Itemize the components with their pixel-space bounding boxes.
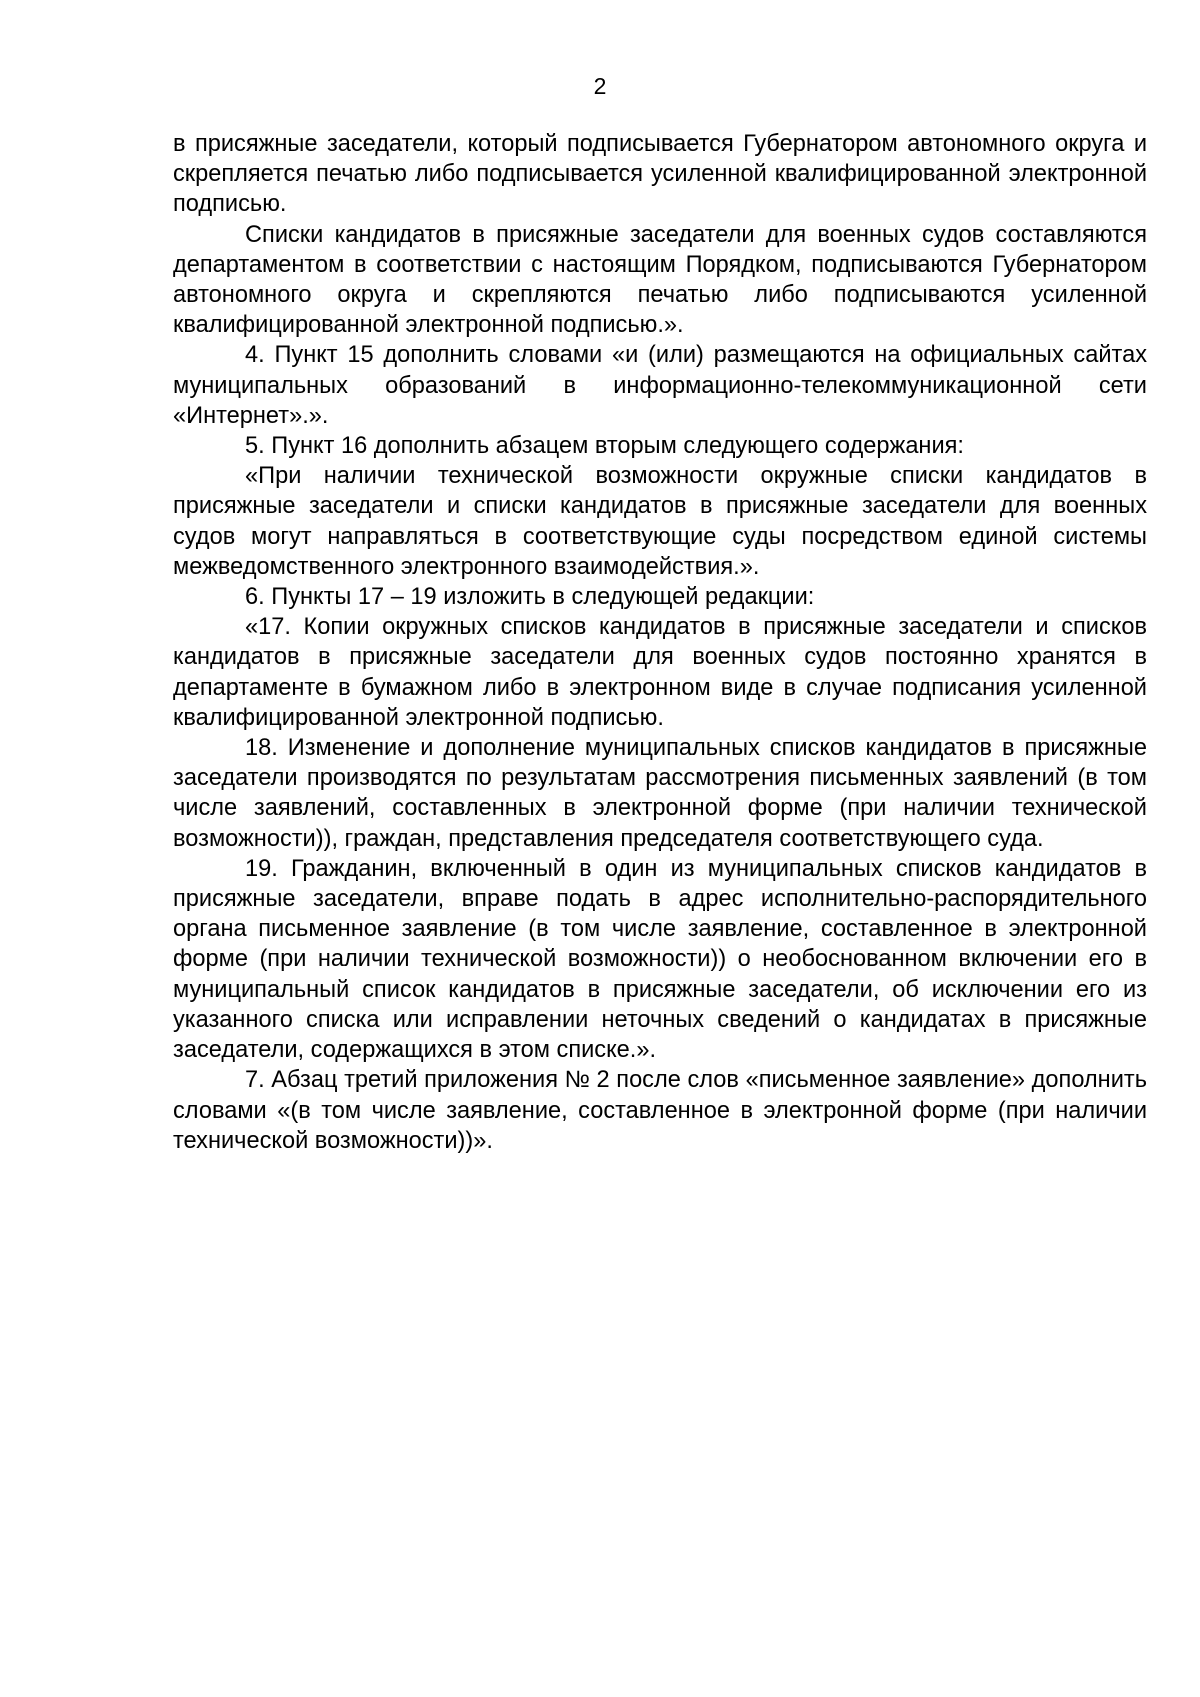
paragraph-item-5-quote: «При наличии технической возможности окружные списки кандидатов в присяжные заседатели и списки кандидатов в присяжные заседатели для военных судов могут направляться в соответствующие суды посредством единой системы межведомственного электронного взаимодействия.». <box>173 463 1147 580</box>
paragraph-item-6: 6. Пункты 17 – 19 изложить в следующей редакции: <box>245 584 815 611</box>
paragraph-item-7: 7. Абзац третий приложения № 2 после слов «письменное заявление» дополнить словами «(в том числе заявление, составленное в электронной форме (при наличии технической возможности))». <box>173 1067 1147 1154</box>
paragraph-military-court-lists: Списки кандидатов в присяжные заседатели для военных судов составляются департаментом в соответствии с настоящим Порядком, подписываются Губернатором автономного округа и скрепляются печатью либо подписываются усиленной квалифицированной электронной подписью.». <box>173 221 1147 339</box>
paragraph-clause-17: «17. Копии окружных списков кандидатов в присяжные заседатели и списков кандидатов в присяжные заседатели для военных судов постоянно хранятся в департаменте в бумажном либо в электронном виде в случае подписания усиленной квалифицированной электронной подписью. <box>173 614 1147 731</box>
paragraph-continuation: в присяжные заседатели, который подписывается Губернатором автономного округа и скрепляется печатью либо подписывается усиленной квалифицированной электронной подписью. <box>173 131 1147 218</box>
paragraph-clause-18: 18. Изменение и дополнение муниципальных списков кандидатов в присяжные заседатели производятся по результатам рассмотрения письменных заявлений (в том числе заявлений, составленных в электронной форме (при наличии технической возможности)), граждан, представления председателя соответствующего суда. <box>173 735 1147 852</box>
document-body <box>173 129 1147 1156</box>
paragraph-item-4: 4. Пункт 15 дополнить словами «и (или) размещаются на официальных сайтах муниципальных образований в информационно-телекоммуникационной сети «Интернет».». <box>173 342 1147 429</box>
page-number: 2 <box>593 73 607 99</box>
paragraph-clause-19: 19. Гражданин, включенный в один из муниципальных списков кандидатов в присяжные заседатели, вправе подать в адрес исполнительно-распорядительного органа письменное заявление (в том числе заявление, составленное в электронной форме (при наличии технической возможности)) о необоснованном включении его в муниципальный список кандидатов в присяжные заседатели, об исключении его из указанного списка или исправлении неточных сведений о кандидатах в присяжные заседатели, содержащихся в этом списке.». <box>173 855 1147 1064</box>
paragraph-item-5: 5. Пункт 16 дополнить абзацем вторым следующего содержания: <box>245 433 964 460</box>
